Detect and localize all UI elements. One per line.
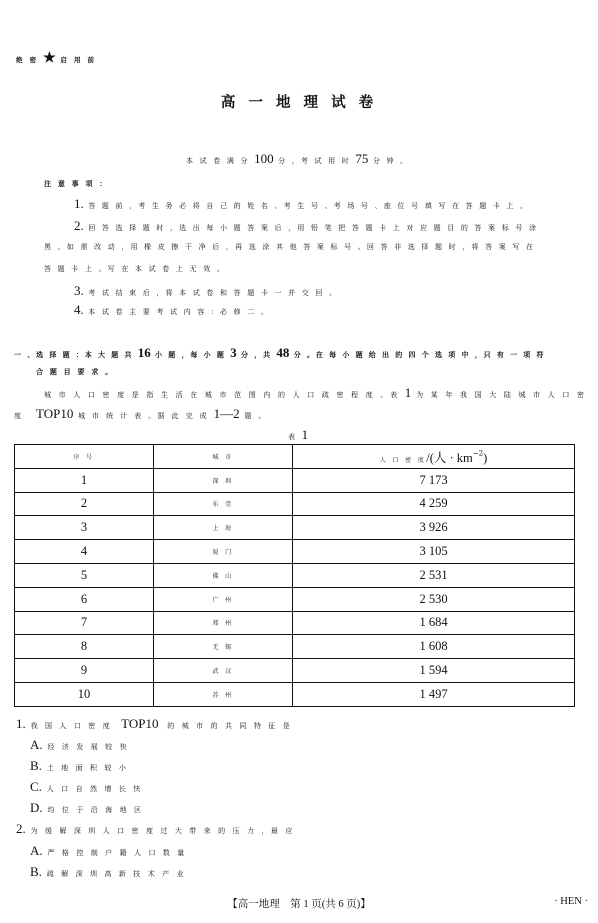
notes-heading: 注 意 事 项 ： xyxy=(44,179,109,188)
header-unit-b: km xyxy=(456,450,473,465)
option-letter: D. xyxy=(30,800,43,815)
cell-density: 3 926 xyxy=(293,516,575,540)
note-text: 回 答 选 择 题 时 ，选 出 每 小 题 答 案 后 ，用 铅 笔 把 答 题 卡 上 对 应 题 目 的 答 案 标 号 涂 xyxy=(88,224,539,232)
cell-city: 无 锡 xyxy=(154,635,293,659)
page-footer: 【高一地理 第 1 页(共 6 页)】 xyxy=(227,899,371,910)
exam-info-part1: 本 试 卷 满 分 xyxy=(186,157,250,165)
table-row xyxy=(15,540,575,564)
passage-range: 1—2 xyxy=(213,406,240,421)
table-row xyxy=(15,635,575,659)
question-stem-b: 的 城 市 的 共 同 特 征 是 xyxy=(167,722,293,730)
q1-option-b[interactable] xyxy=(30,758,128,774)
cell-city: 深 圳 xyxy=(154,468,293,492)
table-row xyxy=(15,563,575,587)
cell-city: 郑 州 xyxy=(154,611,293,635)
option-letter: B. xyxy=(30,758,42,773)
option-text: 疏 解 深 圳 高 新 技 术 产 业 xyxy=(46,870,187,878)
exam-info-part3: 分 钟 。 xyxy=(372,157,410,165)
cell-no: 1 xyxy=(15,468,154,492)
option-text: 人 口 自 然 增 长 快 xyxy=(46,785,143,793)
star-icon: ★ xyxy=(43,50,56,66)
table-row xyxy=(15,587,575,611)
cell-density: 4 259 xyxy=(293,492,575,516)
passage-table-num: 1 xyxy=(404,385,412,400)
cell-density: 1 684 xyxy=(293,611,575,635)
option-text: 经 济 发 展 较 快 xyxy=(47,743,130,751)
passage-b: 为 某 年 我 国 大 陆 城 市 人 口 密 xyxy=(416,391,587,399)
header-unit-c: ) xyxy=(483,450,488,465)
cell-density: 1 608 xyxy=(293,635,575,659)
passage-e: 题 。 xyxy=(244,412,268,420)
option-letter: C. xyxy=(30,779,42,794)
cell-city: 佛 山 xyxy=(154,563,293,587)
note-text: 答 题 前 ，考 生 务 必 将 自 己 的 姓 名 、考 生 号 、考 场 号 、座 位 号 填 写 在 答 题 卡 上 。 xyxy=(88,202,530,210)
header-unit-exp: −2 xyxy=(472,449,484,458)
section-intro-a: 一 、选 择 题 ：本 大 题 共 xyxy=(14,350,134,359)
passage-a: 城 市 人 口 密 度 是 指 生 活 在 城 市 范 围 内 的 人 口 疏 密 程 度 。表 xyxy=(44,391,400,399)
note-item-2-line3: 答 题 卡 上 。写 在 本 试 卷 上 无 效 。 xyxy=(44,265,226,273)
q1-option-a[interactable] xyxy=(30,737,129,753)
note-item-2 xyxy=(74,218,538,234)
cell-city: 苏 州 xyxy=(154,682,293,706)
q2-option-b[interactable] xyxy=(30,864,186,880)
question-2-stem xyxy=(16,821,295,837)
secret-suffix: 启 用 前 xyxy=(60,56,97,64)
question-stem-top: TOP10 xyxy=(121,716,159,731)
cell-no: 4 xyxy=(15,540,154,564)
cell-density: 1 594 xyxy=(293,659,575,683)
cell-density: 7 173 xyxy=(293,468,575,492)
note-text: 本 试 卷 主 要 考 试 内 容 ：必 修 二 。 xyxy=(88,308,271,316)
section-heading xyxy=(14,345,545,361)
cell-city: 武 汉 xyxy=(154,659,293,683)
passage xyxy=(44,385,587,401)
cell-no: 3 xyxy=(15,516,154,540)
passage-d: 城 市 统 计 表 。据 此 完 成 xyxy=(78,412,210,420)
q2-option-a[interactable] xyxy=(30,843,187,859)
exam-info-part2: 分 ，考 试 用 时 xyxy=(278,157,351,165)
section-intro-d: 分 。在 每 小 题 给 出 的 四 个 选 项 中 ，只 有 一 项 符 xyxy=(293,350,546,359)
cell-no: 2 xyxy=(15,492,154,516)
question-num: 1. xyxy=(16,716,26,731)
exam-info xyxy=(186,151,409,167)
note-text: 考 试 结 束 后 ，将 本 试 卷 和 答 题 卡 一 并 交 回 。 xyxy=(88,289,339,297)
header-city: 城 市 xyxy=(154,445,293,469)
table-caption-label: 表 xyxy=(288,433,298,441)
cell-no: 9 xyxy=(15,659,154,683)
header-unit-a: /(人 · xyxy=(426,450,457,465)
passage-line2 xyxy=(14,406,268,422)
cell-no: 5 xyxy=(15,563,154,587)
page-title: 高 一 地 理 试 卷 xyxy=(220,94,378,111)
note-num: 2. xyxy=(74,218,84,233)
note-item-2-line2: 黑 。如 需 改 动 ，用 橡 皮 擦 干 净 后 ，再 选 涂 其 他 答 案 标 号 。回 答 非 选 择 题 时 ，将 答 案 写 在 xyxy=(44,243,536,251)
section-per: 3 xyxy=(230,345,237,360)
option-text: 均 位 于 沿 海 地 区 xyxy=(47,806,144,814)
exam-score: 100 xyxy=(254,151,274,166)
table-row xyxy=(15,682,575,706)
header-density xyxy=(293,445,575,469)
cell-density: 1 497 xyxy=(293,682,575,706)
table-header-row xyxy=(15,445,575,469)
cell-density: 2 531 xyxy=(293,563,575,587)
section-count: 16 xyxy=(137,345,151,360)
cell-city: 东 莞 xyxy=(154,492,293,516)
secret-label xyxy=(16,50,96,66)
cell-density: 3 105 xyxy=(293,540,575,564)
section-intro-b: 小 题 ，每 小 题 xyxy=(155,350,226,359)
footer-code: · HEN · xyxy=(554,896,588,907)
cell-city: 上 海 xyxy=(154,516,293,540)
cell-no: 8 xyxy=(15,635,154,659)
option-letter: A. xyxy=(30,843,43,858)
exam-minutes: 75 xyxy=(355,151,369,166)
note-item-3 xyxy=(74,283,338,299)
density-table xyxy=(14,444,575,707)
note-item-4 xyxy=(74,302,270,318)
note-num: 4. xyxy=(74,302,84,317)
note-item-1 xyxy=(74,196,529,212)
table-row xyxy=(15,659,575,683)
option-letter: A. xyxy=(30,737,43,752)
table-row xyxy=(15,492,575,516)
secret-prefix: 绝 密 xyxy=(16,56,39,64)
table-row xyxy=(15,468,575,492)
note-num: 1. xyxy=(74,196,84,211)
table-row xyxy=(15,611,575,635)
passage-c: 度 xyxy=(14,412,24,420)
cell-no: 10 xyxy=(15,682,154,706)
question-1-stem xyxy=(16,716,292,732)
section-total: 48 xyxy=(276,345,290,360)
cell-city: 广 州 xyxy=(154,587,293,611)
cell-no: 6 xyxy=(15,587,154,611)
section-intro-c: 分 ，共 xyxy=(240,350,273,359)
note-num: 3. xyxy=(74,283,84,298)
cell-density: 2 530 xyxy=(293,587,575,611)
header-no: 序 号 xyxy=(15,445,154,469)
table-row xyxy=(15,516,575,540)
q1-option-c[interactable] xyxy=(30,779,143,795)
passage-top: TOP10 xyxy=(36,406,74,421)
option-text: 土 地 面 积 较 小 xyxy=(46,764,129,772)
option-letter: B. xyxy=(30,864,42,879)
header-density-label: 人 口 密 度 xyxy=(379,456,427,464)
table-caption xyxy=(288,427,308,443)
question-num: 2. xyxy=(16,821,26,836)
cell-city: 厦 门 xyxy=(154,540,293,564)
question-stem-a: 为 缓 解 深 圳 人 口 密 度 过 大 带 来 的 压 力 ，最 应 xyxy=(30,827,296,835)
section-heading-line2: 合 题 目 要 求 。 xyxy=(36,367,115,376)
option-text: 严 格 控 制 户 籍 人 口 数 量 xyxy=(47,849,187,857)
q1-option-d[interactable] xyxy=(30,800,144,816)
table-caption-num: 1 xyxy=(301,427,309,442)
question-stem-a: 我 国 人 口 密 度 xyxy=(30,722,113,730)
cell-no: 7 xyxy=(15,611,154,635)
